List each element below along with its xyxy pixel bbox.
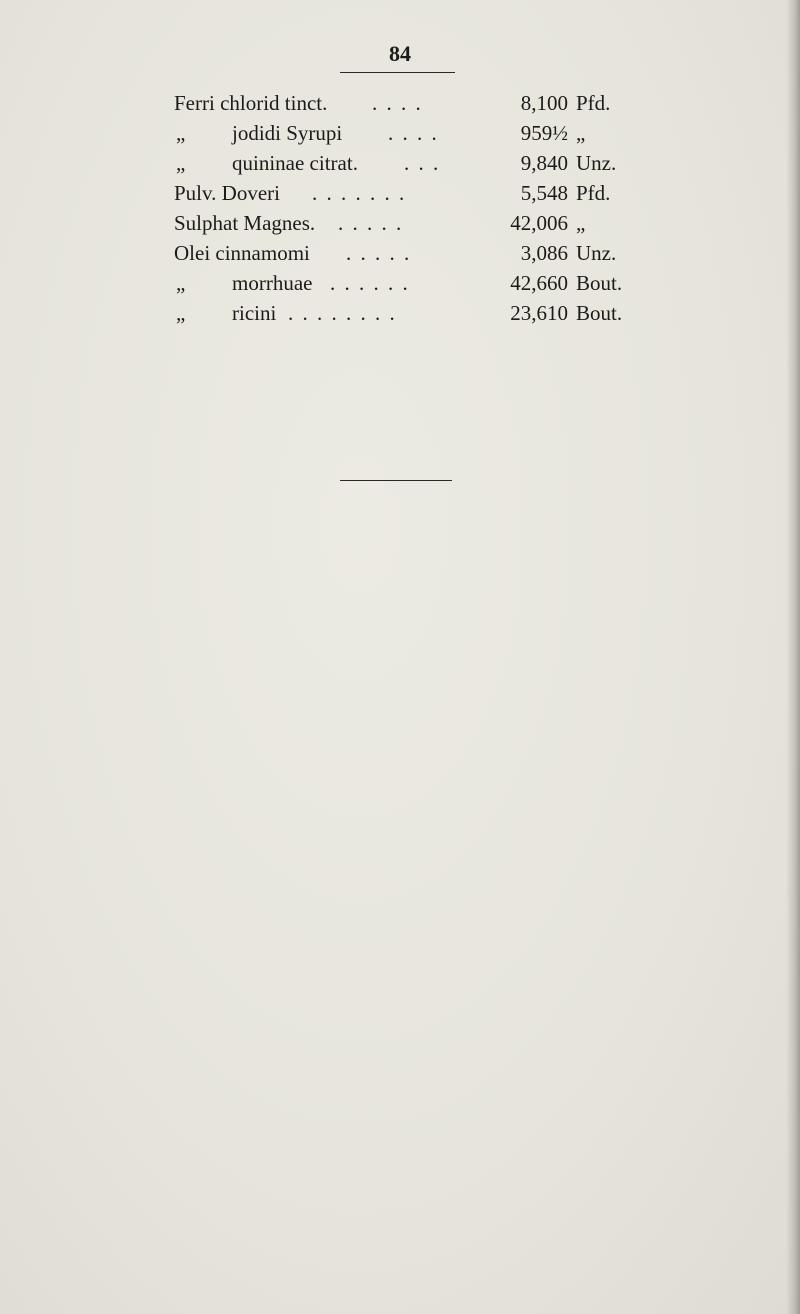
item-name	[174, 208, 315, 238]
item-quantity: 23,610	[510, 301, 568, 325]
item-unit: Bout.	[576, 301, 623, 325]
ditto-mark: „	[176, 121, 186, 145]
item-name-text: Olei cinnamomi	[174, 241, 310, 265]
ditto-mark: „	[176, 301, 186, 325]
item-quantity: 959½	[520, 121, 568, 145]
item-quantity: 5,548	[520, 181, 568, 205]
leader-dots: . . . . . . .	[312, 181, 407, 205]
item-unit: Pfd.	[576, 91, 611, 115]
list-item	[0, 178, 800, 208]
list-item	[0, 268, 800, 298]
item-unit: Unz.	[576, 241, 617, 265]
page-number: 84	[389, 41, 411, 66]
item-name	[174, 178, 280, 208]
item-name-text: Ferri chlorid tinct.	[174, 91, 328, 115]
leader-dots: . . . . .	[346, 241, 412, 265]
item-name-text: quininae citrat.	[232, 151, 358, 175]
item-unit: Bout.	[576, 271, 623, 295]
leader-dots: . . . .	[388, 121, 439, 145]
item-name	[176, 298, 276, 328]
item-unit: „	[576, 121, 586, 145]
section-end-rule	[340, 480, 452, 481]
leader-dots: . . . . . .	[330, 271, 410, 295]
ditto-mark: „	[176, 151, 186, 175]
list-item	[0, 118, 800, 148]
item-quantity: 8,100	[520, 91, 568, 115]
list-item	[0, 208, 800, 238]
item-unit: Unz.	[576, 151, 617, 175]
item-quantity: 3,086	[520, 241, 568, 265]
item-name-text: Sulphat Magnes.	[174, 211, 316, 235]
item-unit: „	[576, 211, 586, 235]
list-item	[0, 238, 800, 268]
item-quantity: 42,006	[510, 211, 568, 235]
item-name	[176, 118, 342, 148]
leader-dots: . . . . .	[338, 211, 404, 235]
item-name-text: ricini	[232, 301, 277, 325]
list-item	[0, 148, 800, 178]
inventory-list	[0, 88, 800, 328]
item-name	[176, 268, 312, 298]
item-name	[174, 238, 310, 268]
list-item	[0, 88, 800, 118]
item-name	[174, 88, 327, 118]
leader-dots: . . . . . . . .	[288, 301, 397, 325]
item-name-text: Pulv. Doveri	[174, 181, 280, 205]
item-quantity: 9,840	[520, 151, 568, 175]
ditto-mark: „	[176, 271, 186, 295]
item-unit: Pfd.	[576, 181, 611, 205]
leader-dots: . . . .	[372, 91, 423, 115]
item-name-text: morrhuae	[232, 271, 313, 295]
item-quantity: 42,660	[510, 271, 568, 295]
header-rule	[340, 72, 455, 73]
item-name-text: jodidi Syrupi	[232, 121, 343, 145]
item-name	[176, 148, 358, 178]
list-item	[0, 298, 800, 328]
leader-dots: . . .	[404, 151, 441, 175]
